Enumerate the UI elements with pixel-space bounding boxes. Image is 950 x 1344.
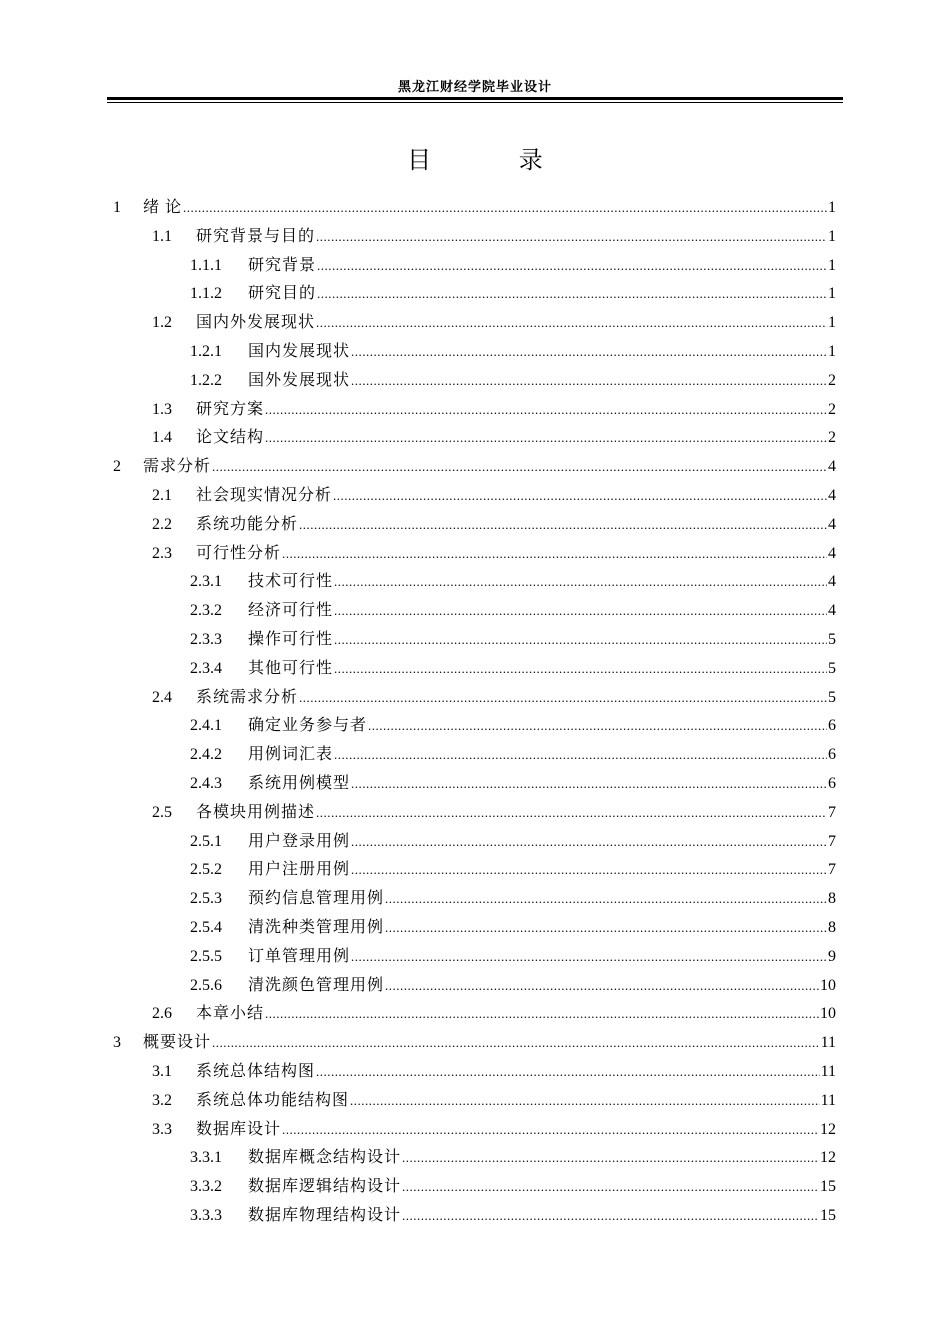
toc-entry-title: 数据库物理结构设计 <box>248 1207 402 1224</box>
toc-entry-page: 1 <box>828 343 836 360</box>
toc-leader-dots <box>351 340 827 364</box>
toc-entry-page: 4 <box>828 602 836 620</box>
toc-entry[interactable] <box>152 686 836 710</box>
toc-entry-title: 研究目的 <box>248 285 317 303</box>
toc-entry[interactable] <box>190 657 836 681</box>
toc-entry-number: 2.4 <box>152 688 172 706</box>
toc-entry-title: 用户登录用例 <box>248 832 351 850</box>
toc-entry-title: 操作可行性 <box>248 631 334 648</box>
toc-entry-page: 15 <box>820 1178 836 1196</box>
toc-entry[interactable] <box>152 1118 836 1142</box>
toc-entry-number: 2.3 <box>152 544 172 562</box>
toc-leader-dots <box>350 1089 820 1113</box>
toc-leader-dots <box>351 772 827 796</box>
toc-entry[interactable] <box>190 1175 836 1199</box>
toc-entry-page: 7 <box>828 832 836 850</box>
toc-entry-number: 1 <box>113 199 121 216</box>
toc-entry-page: 5 <box>828 631 836 648</box>
toc-entry-page: 11 <box>820 1091 836 1109</box>
toc-entry-title: 论文结构 <box>196 429 265 447</box>
toc-entry-number: 2.5.3 <box>190 890 222 908</box>
toc-entry-title: 各模块用例描述 <box>196 803 316 821</box>
toc-leader-dots <box>351 858 827 882</box>
toc-entry-title: 技术可行性 <box>248 573 334 591</box>
toc-entry[interactable] <box>152 542 836 566</box>
toc-leader-dots <box>334 599 827 623</box>
toc-leader-dots <box>385 974 819 998</box>
toc-leader-dots <box>282 1118 819 1142</box>
toc-entry-number: 2.5.1 <box>190 832 222 850</box>
toc-entry-page: 6 <box>828 717 836 735</box>
toc-entry-number: 2.3.1 <box>190 573 222 591</box>
toc-leader-dots <box>317 282 827 306</box>
toc-leader-dots <box>299 686 827 710</box>
toc-entry-page: 12 <box>820 1120 836 1138</box>
toc-leader-dots <box>265 1002 819 1026</box>
toc-entry-page: 4 <box>828 573 836 591</box>
toc-entry-number: 2.5.4 <box>190 919 222 936</box>
toc-entry-number: 2 <box>113 458 121 476</box>
toc-entry-title: 系统总体功能结构图 <box>196 1091 350 1109</box>
header-rule-thin <box>107 102 843 103</box>
toc-entry[interactable] <box>190 628 836 652</box>
toc-leader-dots <box>334 570 827 594</box>
toc-entry-title: 确定业务参与者 <box>248 717 368 735</box>
toc-entry-number: 1.1 <box>152 227 172 245</box>
toc-entry-number: 2.2 <box>152 515 172 533</box>
toc-entry[interactable] <box>113 196 836 220</box>
toc-entry-number: 3.2 <box>152 1091 172 1109</box>
toc-entry-page: 7 <box>828 861 836 879</box>
toc-entry-page: 1 <box>828 227 836 245</box>
toc-entry-number: 2.4.1 <box>190 717 222 735</box>
toc-leader-dots <box>316 225 827 249</box>
toc-entry-page: 6 <box>828 746 836 764</box>
toc-entry-number: 1.2.1 <box>190 343 222 360</box>
toc-entry-page: 11 <box>820 1063 836 1080</box>
toc-leader-dots <box>265 426 827 450</box>
toc-entry-title: 系统用例模型 <box>248 775 351 792</box>
toc-entry-page: 15 <box>820 1207 836 1224</box>
page-header: 黑龙江财经学院毕业设计 <box>397 79 552 94</box>
toc-leader-dots <box>183 196 827 220</box>
toc-leader-dots <box>299 513 827 537</box>
toc-entry-page: 6 <box>828 775 836 792</box>
toc-entry-title: 可行性分析 <box>196 544 282 562</box>
toc-entry[interactable] <box>152 398 836 422</box>
toc-entry-title: 国内发展现状 <box>248 343 351 360</box>
toc-entry[interactable] <box>190 916 836 940</box>
toc-leader-dots <box>402 1204 819 1228</box>
toc-entry[interactable] <box>190 282 836 306</box>
toc-entry-title: 社会现实情况分析 <box>196 487 333 504</box>
toc-entry[interactable] <box>190 945 836 969</box>
toc-leader-dots <box>334 657 827 681</box>
toc-entry-page: 7 <box>828 803 836 821</box>
toc-entry-number: 1.1.2 <box>190 285 222 303</box>
toc-entry-title: 国内外发展现状 <box>196 314 316 332</box>
toc-entry[interactable] <box>152 1002 836 1026</box>
toc-entry-page: 5 <box>828 659 836 677</box>
toc-leader-dots <box>385 916 827 940</box>
toc-entry-number: 2.1 <box>152 487 172 504</box>
toc-entry-page: 8 <box>828 919 836 936</box>
toc-entry[interactable] <box>190 743 836 767</box>
toc-entry-title: 其他可行性 <box>248 659 334 677</box>
toc-entry[interactable] <box>190 830 836 854</box>
toc-entry-page: 4 <box>828 458 836 476</box>
toc-entry[interactable] <box>190 1146 836 1170</box>
toc-entry-number: 2.5 <box>152 803 172 821</box>
toc-title: 目 录 <box>407 146 583 174</box>
toc-leader-dots <box>212 455 827 479</box>
toc-leader-dots <box>402 1146 819 1170</box>
toc-entry-page: 10 <box>820 1005 836 1023</box>
toc-entry[interactable] <box>152 225 836 249</box>
toc-entry-number: 1.3 <box>152 400 172 418</box>
toc-entry-page: 1 <box>828 285 836 303</box>
toc-entry[interactable] <box>190 772 836 796</box>
toc-entry-title: 概要设计 <box>143 1034 212 1052</box>
toc-entry-number: 2.3.4 <box>190 659 222 677</box>
toc-entry[interactable] <box>190 858 836 882</box>
toc-entry-number: 3.3.2 <box>190 1178 222 1196</box>
toc-entry[interactable] <box>152 513 836 537</box>
toc-entry-title: 系统总体结构图 <box>196 1063 316 1080</box>
toc-entry-number: 2.4.2 <box>190 746 222 764</box>
toc-entry-page: 10 <box>820 976 836 994</box>
toc-entry[interactable] <box>190 974 836 998</box>
toc-entry[interactable] <box>152 484 836 508</box>
toc-entry[interactable] <box>190 369 836 393</box>
toc-leader-dots <box>351 945 827 969</box>
toc-entry-title: 订单管理用例 <box>248 947 351 965</box>
toc-entry-number: 3 <box>113 1034 121 1052</box>
toc-leader-dots <box>212 1031 820 1055</box>
toc-entry[interactable] <box>190 254 836 278</box>
toc-entry-number: 2.5.5 <box>190 947 222 965</box>
toc-leader-dots <box>316 311 827 335</box>
toc-entry-number: 1.2.2 <box>190 371 222 389</box>
toc-entry-page: 4 <box>828 515 836 533</box>
toc-entry-number: 2.3.3 <box>190 631 222 648</box>
toc-entry-page: 2 <box>828 429 836 447</box>
toc-entry-page: 9 <box>828 947 836 965</box>
toc-entry[interactable] <box>152 311 836 335</box>
toc-entry[interactable] <box>113 455 836 479</box>
toc-leader-dots <box>334 628 827 652</box>
toc-entry-title: 经济可行性 <box>248 602 334 620</box>
toc-entry-title: 需求分析 <box>143 458 212 476</box>
toc-entry-number: 1.1.1 <box>190 256 222 274</box>
toc-leader-dots <box>333 484 827 508</box>
toc-leader-dots <box>316 1060 820 1084</box>
toc-entry[interactable] <box>190 570 836 594</box>
toc-entry-page: 8 <box>828 890 836 908</box>
toc-entry[interactable] <box>190 887 836 911</box>
toc-entry-page: 2 <box>828 371 836 389</box>
toc-entry-title: 系统功能分析 <box>196 515 299 533</box>
toc-entry-page: 11 <box>820 1034 836 1052</box>
toc-entry-title: 数据库概念结构设计 <box>248 1149 402 1167</box>
toc-entry[interactable] <box>152 801 836 825</box>
toc-entry[interactable] <box>152 1089 836 1113</box>
toc-entry-title: 预约信息管理用例 <box>248 890 385 908</box>
toc-entry-number: 1.2 <box>152 314 172 332</box>
toc-entry-number: 3.1 <box>152 1063 172 1080</box>
toc-leader-dots <box>368 714 827 738</box>
toc-entry-page: 2 <box>828 400 836 418</box>
toc-entry-number: 1.4 <box>152 429 172 447</box>
toc-entry-page: 4 <box>828 544 836 562</box>
toc-entry-title: 用例词汇表 <box>248 746 334 764</box>
toc-entry-page: 1 <box>828 314 836 332</box>
toc-entry-number: 2.5.6 <box>190 976 222 994</box>
toc-entry[interactable] <box>113 1031 836 1055</box>
toc-leader-dots <box>316 801 827 825</box>
toc-entry[interactable] <box>190 340 836 364</box>
toc-leader-dots <box>351 369 827 393</box>
toc-entry-page: 12 <box>820 1149 836 1167</box>
toc-entry[interactable] <box>190 599 836 623</box>
toc-leader-dots <box>385 887 827 911</box>
toc-entry-title: 数据库设计 <box>196 1120 282 1138</box>
toc-leader-dots <box>334 743 827 767</box>
toc-entry-number: 2.5.2 <box>190 861 222 879</box>
toc-entry-page: 1 <box>828 199 836 216</box>
toc-leader-dots <box>317 254 827 278</box>
toc-leader-dots <box>402 1175 819 1199</box>
toc-entry-number: 3.3 <box>152 1120 172 1138</box>
toc-entry-title: 用户注册用例 <box>248 861 351 879</box>
toc-entry-title: 数据库逻辑结构设计 <box>248 1178 402 1196</box>
toc-entry-title: 清洗种类管理用例 <box>248 919 385 936</box>
toc-entry-number: 2.3.2 <box>190 602 222 620</box>
toc-leader-dots <box>351 830 827 854</box>
toc-entry[interactable] <box>190 714 836 738</box>
toc-entry-title: 研究方案 <box>196 400 265 418</box>
toc-entry[interactable] <box>190 1204 836 1228</box>
toc-entry-number: 3.3.3 <box>190 1207 222 1224</box>
toc-entry-number: 2.6 <box>152 1005 172 1023</box>
toc-entry-title: 研究背景 <box>248 256 317 274</box>
toc-entry-page: 5 <box>828 688 836 706</box>
toc-entry-title: 本章小结 <box>196 1005 265 1023</box>
toc-entry-title: 绪 论 <box>143 199 183 216</box>
toc-entry-page: 4 <box>828 487 836 504</box>
toc-leader-dots <box>282 542 827 566</box>
toc-entry-title: 清洗颜色管理用例 <box>248 976 385 994</box>
header-rule-thick <box>107 97 843 100</box>
toc-entry-number: 2.4.3 <box>190 775 222 792</box>
toc-entry-title: 国外发展现状 <box>248 371 351 389</box>
toc-entry-page: 1 <box>828 256 836 274</box>
toc-entry-title: 研究背景与目的 <box>196 227 316 245</box>
toc-entry[interactable] <box>152 1060 836 1084</box>
toc-entry-title: 系统需求分析 <box>196 688 299 706</box>
toc-entry[interactable] <box>152 426 836 450</box>
toc-leader-dots <box>265 398 827 422</box>
toc-entry-number: 3.3.1 <box>190 1149 222 1167</box>
